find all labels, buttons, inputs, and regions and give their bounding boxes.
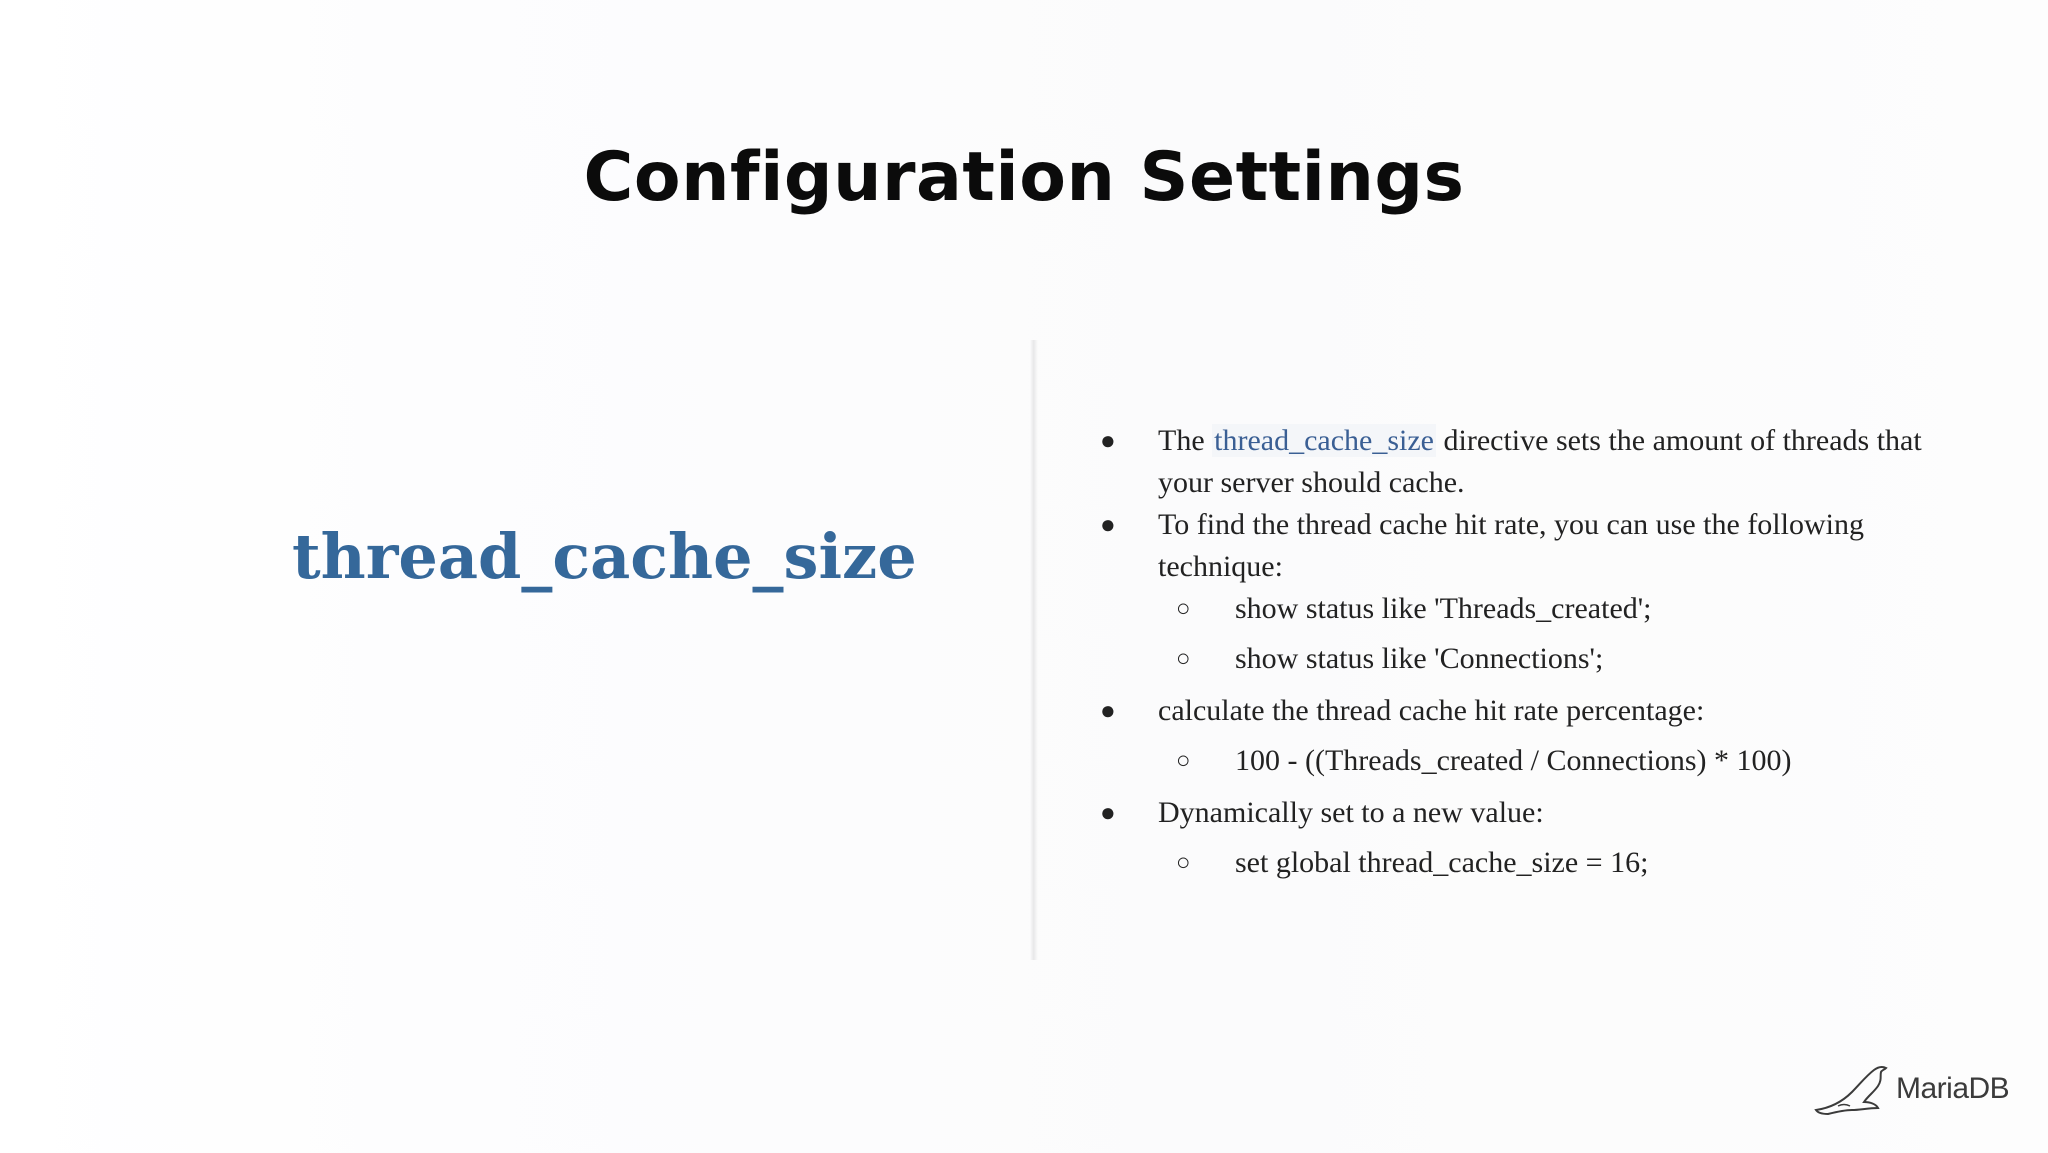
list-item-text: calculate the thread cache hit rate percentage: — [1158, 694, 1705, 727]
sub-bullet-icon: ○ — [1176, 850, 1191, 876]
list-item-text-prefix: The — [1158, 424, 1213, 457]
list-item — [1100, 420, 1980, 504]
list-item-text: To find the thread cache hit rate, you can use the following technique: — [1158, 508, 1864, 583]
list-item — [1100, 792, 1980, 834]
sub-list-item — [1100, 638, 1980, 680]
list-item — [1100, 690, 1980, 732]
bullet-icon: ● — [1100, 696, 1116, 725]
list-item — [1100, 504, 1980, 588]
sub-bullet-icon: ○ — [1176, 596, 1191, 622]
sub-list-item — [1100, 740, 1980, 782]
bullet-list — [1100, 420, 1980, 892]
list-item-text-suffix: directive sets the amount of threads that your server should cache. — [1158, 424, 1922, 499]
sub-list-item-text: set global thread_cache_size = 16; — [1235, 846, 1649, 879]
column-divider — [1030, 340, 1038, 960]
list-item-text: Dynamically set to a new value: — [1158, 796, 1544, 829]
slide-title: Configuration Settings — [583, 138, 1465, 217]
sub-bullet-icon: ○ — [1176, 748, 1191, 774]
logo-text: MariaDB — [1896, 1072, 2010, 1105]
setting-keyword: thread_cache_size — [292, 520, 917, 593]
sub-list-item-text: show status like 'Connections'; — [1235, 642, 1604, 675]
sub-list-item — [1100, 588, 1980, 630]
bullet-icon: ● — [1100, 798, 1116, 827]
sub-bullet-icon: ○ — [1176, 646, 1191, 672]
bullet-icon: ● — [1100, 510, 1116, 539]
bullet-icon: ● — [1100, 426, 1116, 455]
sub-list-item-text: show status like 'Threads_created'; — [1235, 592, 1652, 625]
highlighted-keyword: thread_cache_size — [1214, 424, 1434, 457]
sub-list-item — [1100, 842, 1980, 884]
sub-list-item-text: 100 - ((Threads_created / Connections) * 100) — [1235, 744, 1792, 777]
